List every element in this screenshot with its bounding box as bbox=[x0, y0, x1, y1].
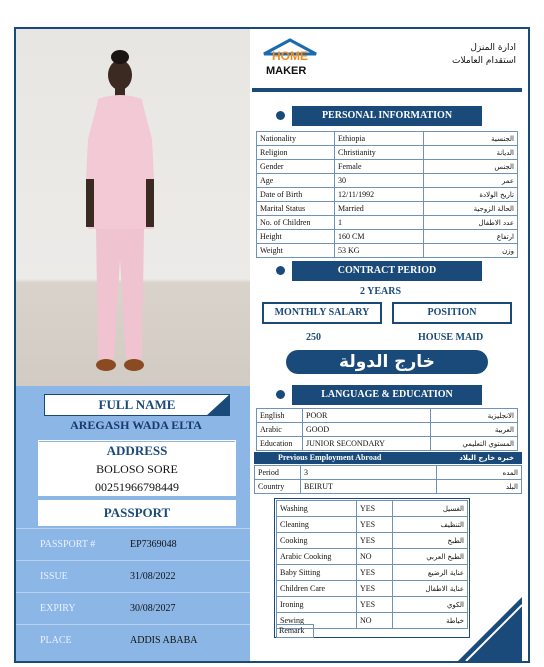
monthly-salary-label: MONTHLY SALARY bbox=[262, 302, 382, 324]
personal-row-en: Height bbox=[257, 230, 335, 244]
passport-row bbox=[16, 624, 250, 656]
skill-row-val: YES bbox=[357, 533, 393, 549]
language-row-en: Education bbox=[257, 437, 303, 451]
language-row-ar: العربية bbox=[430, 423, 517, 437]
address-line-2: 00251966798449 bbox=[38, 478, 236, 496]
place-value: ADDIS ABABA bbox=[130, 635, 198, 646]
full-name-value: AREGASH WADA ELTA bbox=[70, 418, 202, 432]
skill-row-en: Ironing bbox=[277, 597, 357, 613]
language-education-header: LANGUAGE & EDUCATION bbox=[292, 385, 482, 405]
personal-row-en: Age bbox=[257, 174, 335, 188]
skill-row-val: YES bbox=[357, 597, 393, 613]
arabic-header-line1: ادارة المنزل bbox=[470, 43, 516, 53]
passport-row bbox=[16, 528, 250, 560]
personal-row bbox=[257, 230, 518, 244]
skill-row bbox=[277, 517, 468, 533]
logo-text-home: HOME bbox=[272, 49, 308, 63]
skill-row bbox=[277, 533, 468, 549]
personal-row-ar: الجنس bbox=[423, 160, 517, 174]
passport-number-value: EP7369048 bbox=[130, 539, 177, 550]
skill-row-en: Children Care bbox=[277, 581, 357, 597]
previous-employment-header bbox=[254, 452, 522, 464]
personal-row bbox=[257, 244, 518, 258]
skill-row-ar: التنظيف bbox=[393, 517, 468, 533]
skill-row-ar: الطبخ bbox=[393, 533, 468, 549]
contract-period-header: CONTRACT PERIOD bbox=[292, 261, 482, 281]
position-value: HOUSE MAID bbox=[418, 332, 484, 343]
home-maker-logo bbox=[262, 38, 318, 78]
previous-employment-label: Previous Employment Abroad bbox=[278, 453, 382, 462]
issue-label: ISSUE bbox=[40, 571, 68, 582]
language-row-en: Arabic bbox=[257, 423, 303, 437]
skill-row bbox=[277, 565, 468, 581]
skill-row-val: NO bbox=[357, 549, 393, 565]
personal-row bbox=[257, 160, 518, 174]
personal-row bbox=[257, 146, 518, 160]
skill-row bbox=[277, 597, 468, 613]
personal-row-en: Marital Status bbox=[257, 202, 335, 216]
personal-row-en: Gender bbox=[257, 160, 335, 174]
personal-row-en: Nationality bbox=[257, 132, 335, 146]
skill-row-ar: خياطة bbox=[393, 613, 468, 629]
arabic-header bbox=[440, 42, 516, 68]
language-table bbox=[256, 408, 518, 451]
passport-row bbox=[16, 592, 250, 624]
previous-employment-arabic: خبره خارج البلاد bbox=[459, 454, 514, 462]
personal-row-ar: عدد الاطفال bbox=[423, 216, 517, 230]
personal-row-val: Ethiopia bbox=[335, 132, 424, 146]
skill-row-en: Cleaning bbox=[277, 517, 357, 533]
contract-period-value: 2 YEARS bbox=[360, 286, 402, 297]
logo-text-maker: MAKER bbox=[266, 65, 307, 77]
language-row-en: English bbox=[257, 409, 303, 423]
personal-row bbox=[257, 202, 518, 216]
address-line-1: BOLOSO SORE bbox=[38, 460, 236, 478]
personal-info-header: PERSONAL INFORMATION bbox=[292, 106, 482, 126]
skill-row-val: NO bbox=[357, 613, 393, 629]
personal-row-en: Weight bbox=[257, 244, 335, 258]
skill-row-ar: عناية الرضيع bbox=[393, 565, 468, 581]
personal-row-val: 1 bbox=[335, 216, 424, 230]
position-label: POSITION bbox=[392, 302, 512, 324]
skill-row-val: YES bbox=[357, 517, 393, 533]
issue-value: 31/08/2022 bbox=[130, 571, 176, 582]
expiry-value: 30/08/2027 bbox=[130, 603, 176, 614]
personal-row-ar: الديانة bbox=[423, 146, 517, 160]
salary-value: 250 bbox=[306, 332, 321, 343]
previous-row-ar: المده bbox=[436, 466, 521, 480]
destination-badge: خارج الدولة bbox=[286, 350, 488, 374]
skill-row-en: Sewing bbox=[277, 613, 357, 629]
bullet-icon bbox=[276, 111, 285, 120]
language-row bbox=[257, 409, 518, 423]
previous-row-val: 3 bbox=[301, 466, 437, 480]
expiry-label: EXPIRY bbox=[40, 603, 76, 614]
header-divider bbox=[252, 88, 522, 92]
corner-decoration-icon bbox=[458, 597, 522, 661]
language-row bbox=[257, 437, 518, 451]
personal-row-ar: عمر bbox=[423, 174, 517, 188]
passport-label: PASSPORT bbox=[38, 500, 236, 526]
personal-row bbox=[257, 216, 518, 230]
passport-row bbox=[16, 560, 250, 592]
previous-employment-table bbox=[254, 465, 522, 494]
skills-table bbox=[276, 500, 468, 629]
personal-row-ar: وزن bbox=[423, 244, 517, 258]
personal-row-ar: ارتفاع bbox=[423, 230, 517, 244]
skill-row-ar: عناية الاطفال bbox=[393, 581, 468, 597]
personal-row-ar: الجنسية bbox=[423, 132, 517, 146]
skill-row-val: YES bbox=[357, 565, 393, 581]
previous-row-en: Period bbox=[255, 466, 301, 480]
personal-row-val: 30 bbox=[335, 174, 424, 188]
arabic-header-line2: استقدام العاملات bbox=[452, 56, 516, 66]
remark-label: Remark bbox=[276, 624, 314, 638]
previous-row-val: BEIRUT bbox=[301, 480, 437, 494]
personal-row-val: Married bbox=[335, 202, 424, 216]
personal-row-val: 12/11/1992 bbox=[335, 188, 424, 202]
language-row-val: POOR bbox=[303, 409, 431, 423]
language-row-val: JUNIOR SECONDARY bbox=[303, 437, 431, 451]
personal-row bbox=[257, 174, 518, 188]
skill-row-en: Washing bbox=[277, 501, 357, 517]
personal-row-en: Religion bbox=[257, 146, 335, 160]
skill-row-val: YES bbox=[357, 581, 393, 597]
personal-row-val: Female bbox=[335, 160, 424, 174]
skill-row-en: Arabic Cooking bbox=[277, 549, 357, 565]
personal-row-ar: الحالة الزوجية bbox=[423, 202, 517, 216]
previous-row bbox=[255, 466, 522, 480]
language-row-ar: المستوي التعليمي bbox=[430, 437, 517, 451]
skill-row-val: YES bbox=[357, 501, 393, 517]
personal-row bbox=[257, 132, 518, 146]
personal-row bbox=[257, 188, 518, 202]
personal-row-val: 160 CM bbox=[335, 230, 424, 244]
candidate-photo bbox=[16, 29, 250, 386]
personal-info-table bbox=[256, 131, 518, 258]
skill-row-ar: الغسيل bbox=[393, 501, 468, 517]
bullet-icon bbox=[276, 390, 285, 399]
bullet-icon bbox=[276, 266, 285, 275]
previous-row-en: Country bbox=[255, 480, 301, 494]
skill-row bbox=[277, 549, 468, 565]
language-row bbox=[257, 423, 518, 437]
corner-accent-icon bbox=[206, 394, 230, 416]
skill-row-ar: الكوي bbox=[393, 597, 468, 613]
skill-row-en: Cooking bbox=[277, 533, 357, 549]
place-label: PLACE bbox=[40, 635, 72, 646]
skill-row bbox=[277, 501, 468, 517]
full-name-label: FULL NAME bbox=[44, 394, 230, 416]
personal-row-en: No. of Children bbox=[257, 216, 335, 230]
passport-number-label: PASSPORT # bbox=[40, 539, 96, 550]
language-row-val: GOOD bbox=[303, 423, 431, 437]
personal-row-val: 53 KG bbox=[335, 244, 424, 258]
personal-row-ar: تاريخ الولادة bbox=[423, 188, 517, 202]
skill-row-en: Baby Sitting bbox=[277, 565, 357, 581]
skill-row-ar: الطبخ العربي bbox=[393, 549, 468, 565]
language-row-ar: الانجليزية bbox=[430, 409, 517, 423]
previous-row-ar: البلد bbox=[436, 480, 521, 494]
personal-row-val: Christianity bbox=[335, 146, 424, 160]
previous-row bbox=[255, 480, 522, 494]
personal-row-en: Date of Birth bbox=[257, 188, 335, 202]
skill-row bbox=[277, 581, 468, 597]
address-label: ADDRESS bbox=[38, 442, 236, 460]
